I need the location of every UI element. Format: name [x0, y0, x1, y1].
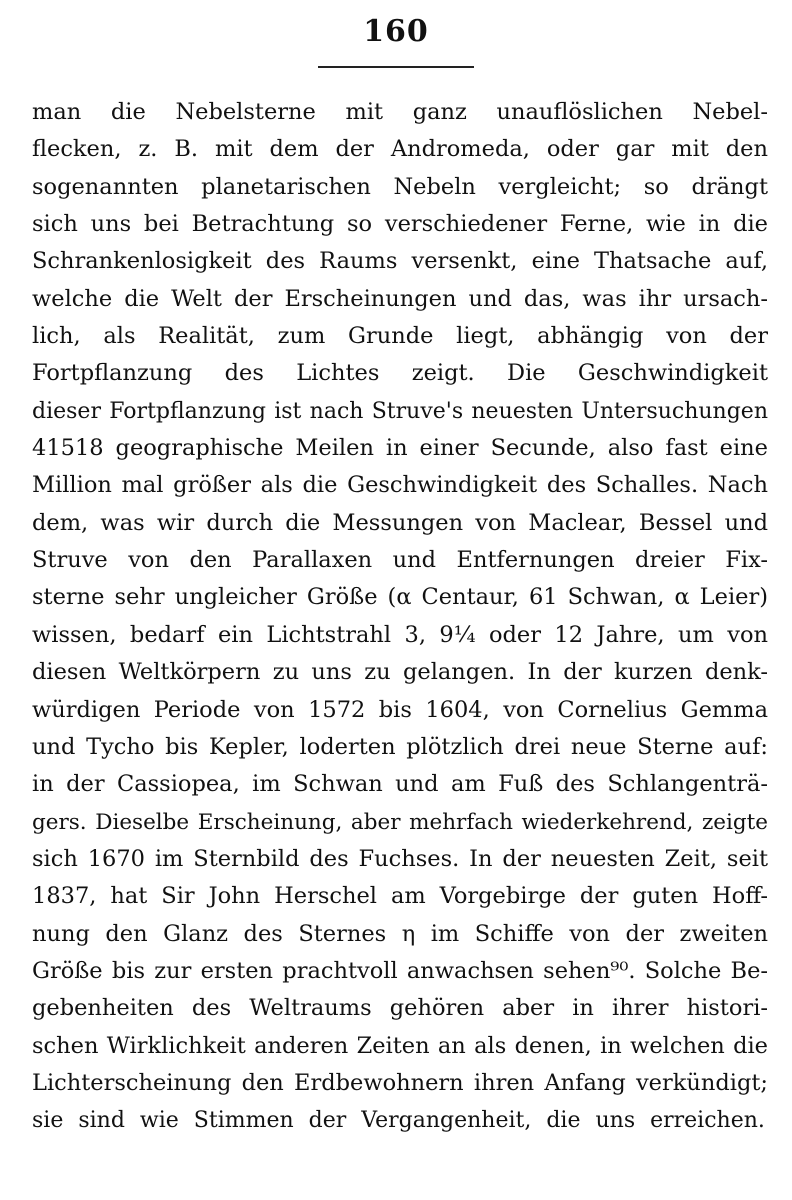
header-rule — [318, 66, 474, 68]
text-line: welche die Welt der Erscheinungen und das, was ihr ursach- — [32, 285, 768, 312]
body-text — [32, 94, 768, 1140]
text-line: sie sind wie Stimmen der Vergangenheit, die uns erreichen. — [32, 1108, 765, 1134]
text-line: man die Nebelsterne mit ganz unauflöslichen Nebel- — [32, 99, 768, 125]
text-line: gers. Dieselbe Erscheinung, aber mehrfach wiederkehrend, zeigte — [32, 809, 768, 835]
text-line: sich 1670 im Sternbild des Fuchses. In der neuesten Zeit, seit — [32, 845, 768, 872]
text-line: sich uns bei Betrachtung so verschiedener Ferne, wie in die — [32, 211, 768, 238]
text-line: sterne sehr ungleicher Größe (α Centaur, 61 Schwan, α Leier) — [32, 584, 768, 611]
text-line: gebenheiten des Weltraums gehören aber in ihrer histori- — [32, 995, 768, 1022]
text-line: flecken, z. B. mit dem der Andromeda, oder gar mit den — [32, 136, 768, 163]
text-line: sogenannten planetarischen Nebeln vergleicht; so drängt — [32, 173, 768, 200]
text-line: Million mal größer als die Geschwindigkeit des Schalles. Nach — [32, 472, 768, 499]
text-line: Lichterscheinung den Erdbewohnern ihren Anfang verkündigt; — [32, 1069, 768, 1096]
text-line: Struve von den Parallaxen und Entfernungen dreier Fix- — [32, 547, 768, 574]
text-line: dieser Fortpflanzung ist nach Struve's neuesten Untersuchungen — [32, 398, 768, 424]
text-line: wissen, bedarf ein Lichtstrahl 3, 9¼ oder 12 Jahre, um von — [32, 621, 768, 648]
page-number: 160 — [363, 14, 429, 49]
text-line: würdigen Periode von 1572 bis 1604, von Cornelius Gemma — [32, 696, 768, 723]
text-line: Größe bis zur ersten prachtvoll anwachsen sehen⁹⁰. Solche Be- — [32, 957, 768, 984]
text-line: 1837, hat Sir John Herschel am Vorgebirge der guten Hoff- — [32, 883, 768, 910]
text-line: lich, als Realität, zum Grunde liegt, abhängig von der — [32, 323, 768, 350]
text-line: diesen Weltkörpern zu uns zu gelangen. In der kurzen denk- — [32, 659, 768, 686]
text-line: in der Cassiopea, im Schwan und am Fuß des Schlangenträ- — [32, 771, 768, 798]
text-line: schen Wirklichkeit anderen Zeiten an als denen, in welchen die — [32, 1032, 768, 1059]
text-line: Fortpflanzung des Lichtes zeigt. Die Geschwindigkeit — [32, 360, 768, 387]
text-line: nung den Glanz des Sternes η im Schiffe von der zweiten — [32, 920, 768, 947]
text-line: dem, was wir durch die Messungen von Maclear, Bessel und — [32, 509, 768, 536]
text-line: und Tycho bis Kepler, loderten plötzlich drei neue Sterne auf: — [32, 733, 768, 760]
text-line: 41518 geographische Meilen in einer Secunde, also fast eine — [32, 435, 768, 462]
text-line: Schrankenlosigkeit des Raums versenkt, eine Thatsache auf, — [32, 248, 768, 275]
